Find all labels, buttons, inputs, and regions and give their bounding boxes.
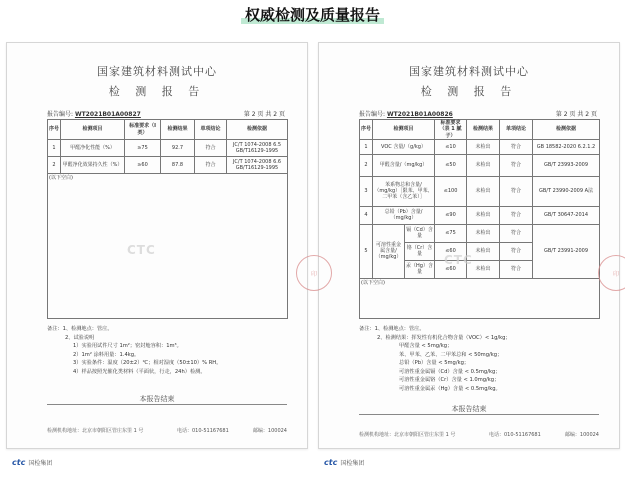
watermark: CTC xyxy=(444,253,473,267)
header-cell: 检测依据 xyxy=(227,120,288,140)
header xyxy=(0,4,625,25)
report-title: 检 测 报 告 xyxy=(420,85,518,98)
header-cell: 标准要求（I 类） xyxy=(125,120,161,140)
header-cell: 检测结果 xyxy=(161,120,195,140)
table-row: 2 甲醛净化效果持久性（%） ≥60 87.8 符合 JC/T 1074-2008 6.6 GB/T16129-1995 xyxy=(48,157,288,174)
blank-note: (以下空白) xyxy=(360,278,600,318)
table-row: 2 甲醛含量/（mg/kg） ≤50 未检出 符合 GB/T 23993-2009 xyxy=(360,154,600,176)
table-row: 4 总铅（Pb）含量/（mg/kg） ≤90 未检出 符合 GB/T 30647-2014 xyxy=(360,206,600,224)
table-header-row xyxy=(48,120,288,140)
report-sheet-right: 国家建筑材料测试中心 检 测 报 告 报告编号: WT2021B01A00826 第 2 页 共 2 页 序号 检测项目 标准要求（表 1 腻子） 检测结果 单项结论 检测依据 1 VOC 含量/（g/kg） ≤10 未检出 符合 GB 18582-2020 6.2.1.2 2 甲醛含量/（mg/kg） ≤50 未检出 符合 GB/T 23993-2009 3 苯系物总和含量/（mg/kg）［限苯、甲苯、二甲苯（含乙苯）］ ≤100 未检出 符合 GB/T 23990-2009 A法 4 总铅（Pb）含量/（mg/kg） ≤90 未检出 符合 GB/T 30647-2014 5 可溶性重金属含量/（mg/kg） 镉（Cd）含量 ≤75 未检出 符合 GB/T 23991-2009 铬（Cr）含量 ≤60 未检出 符合 汞（Hg）含量 ≤60 未检出 符合 (以下空白) CTC 备注：1、检测地点：管庄。 2、检测结果：挥发性有机化合物含量（VOC）< 1g/kg； 甲醛含量 < 5mg/kg； 苯、甲苯、乙苯、二甲苯总和 < 50mg/kg； 总铅（Pb）含量 < 5mg/kg； 可溶性重金属镉（Cd）含量 < 0.5mg/kg； 可溶性重金属铬（Cr）含量 < 1.0mg/kg； 可溶性重金属汞（Hg）含量 < 0.5mg/kg。 本报告结束 检测机构地址：北京市朝阳区管庄东里 1 号 电话：010-51167681 邮编：100024 xyxy=(318,42,620,449)
page-indicator: 第 2 页 共 2 页 xyxy=(243,111,285,118)
seal-stamp: 印 xyxy=(598,255,625,291)
report-number: 报告编号: WT2021B01A00826 xyxy=(359,111,453,118)
table-row: 1 甲醛净化性能（%） ≥75 92.7 符合 JC/T 1074-2008 6.5 GB/T16129-1995 xyxy=(48,140,288,157)
table-row: 1 VOC 含量/（g/kg） ≤10 未检出 符合 GB 18582-2020 6.2.1.2 xyxy=(360,139,600,154)
results-table xyxy=(359,119,600,319)
header-cell: 标准要求（表 1 腻子） xyxy=(435,120,467,140)
table-row-blank xyxy=(48,174,288,319)
divider xyxy=(47,404,287,405)
page-title: 权威检测及质量报告 xyxy=(243,4,382,25)
logo: ctc 国检集团 xyxy=(12,458,53,467)
header-cell: 单项结论 xyxy=(500,120,533,140)
report-title: 检 测 报 告 xyxy=(108,85,206,98)
org-name: 国家建筑材料测试中心 xyxy=(409,65,529,78)
report-sheet-left: 国家建筑材料测试中心 检 测 报 告 报告编号: WT2021B01A00827 第 2 页 共 2 页 序号 检测项目 标准要求（I 类） 检测结果 单项结论 检测依据 1 甲醛净化性能（%） ≥75 92.7 符合 JC/T 1074-2008 6.5 GB/T16129-1995 2 甲醛净化效果持久性（%） ≥60 87.8 符合 JC/T 1074-2008 6.6 GB/T16129-1995 (以下空白) CTC 备注：1、检测地点：管庄。 2、试验说明 1）实验用试件尺寸 1m²；密封舱容积：1m³。 2）1m² 涂料用量：1.4kg。 3）实验条件：温度（20±2）℃；相对湿度（50±10）% RH。 4）样品按照光催化类材料（平面状，行走，24h）检测。 本报告结束 检测机构地址：北京市朝阳区管庄东里 1 号 电话：010-51167681 邮编：100024 xyxy=(6,42,308,449)
table-row: 铬（Cr）含量 ≤60 未检出 符合 xyxy=(360,242,600,260)
notes: 备注：1、检测地点：管庄。 2、检测结果：挥发性有机化合物含量（VOC）< 1g/kg； 甲醛含量 < 5mg/kg； 苯、甲苯、乙苯、二甲苯总和 < 50mg/kg； 总铅（Pb）含量 < 5mg/kg； 可溶性重金属镉（Cd）含量 < 0.5mg/kg； 可溶性重金属铬（Cr）含量 < 1.0mg/kg； 可溶性重金属汞（Hg）含量 < 0.5mg/kg。 xyxy=(359,326,511,392)
table-row: 5 可溶性重金属含量/（mg/kg） 镉（Cd）含量 ≤75 未检出 符合 GB/T 23991-2009 xyxy=(360,224,600,242)
header-cell: 检测项目 xyxy=(373,120,435,140)
end-marker: 本报告结束 xyxy=(139,395,175,403)
org-name: 国家建筑材料测试中心 xyxy=(97,65,217,78)
logo: ctc 国检集团 xyxy=(324,458,365,467)
header-cell: 检测结果 xyxy=(467,120,500,140)
table-row-blank xyxy=(360,278,600,318)
header-cell: 单项结论 xyxy=(195,120,227,140)
header-cell: 检测项目 xyxy=(61,120,125,140)
table-row: 汞（Hg）含量 ≤60 未检出 符合 xyxy=(360,260,600,278)
header-cell: 序号 xyxy=(48,120,61,140)
watermark: CTC xyxy=(127,243,156,257)
header-cell: 检测依据 xyxy=(533,120,600,140)
end-marker: 本报告结束 xyxy=(451,405,487,413)
notes: 备注：1、检测地点：管庄。 2、试验说明 1）实验用试件尺寸 1m²；密封舱容积：1m³。 2）1m² 涂料用量：1.4kg。 3）实验条件：温度（20±2）℃；相对湿度（50±10）% RH。 4）样品按照光催化类材料（平面状，行走，24h）检测。 xyxy=(47,326,222,375)
results-table xyxy=(47,119,288,319)
header-cell: 序号 xyxy=(360,120,373,140)
report-number: 报告编号: WT2021B01A00827 xyxy=(47,111,141,118)
blank-note: (以下空白) xyxy=(48,174,288,319)
table-header-row xyxy=(360,120,600,140)
page-indicator: 第 2 页 共 2 页 xyxy=(555,111,597,118)
divider xyxy=(359,414,599,415)
table-row: 3 苯系物总和含量/（mg/kg）［限苯、甲苯、二甲苯（含乙苯）］ ≤100 未检出 符合 GB/T 23990-2009 A法 xyxy=(360,176,600,206)
seal-stamp: 印 xyxy=(296,255,332,291)
